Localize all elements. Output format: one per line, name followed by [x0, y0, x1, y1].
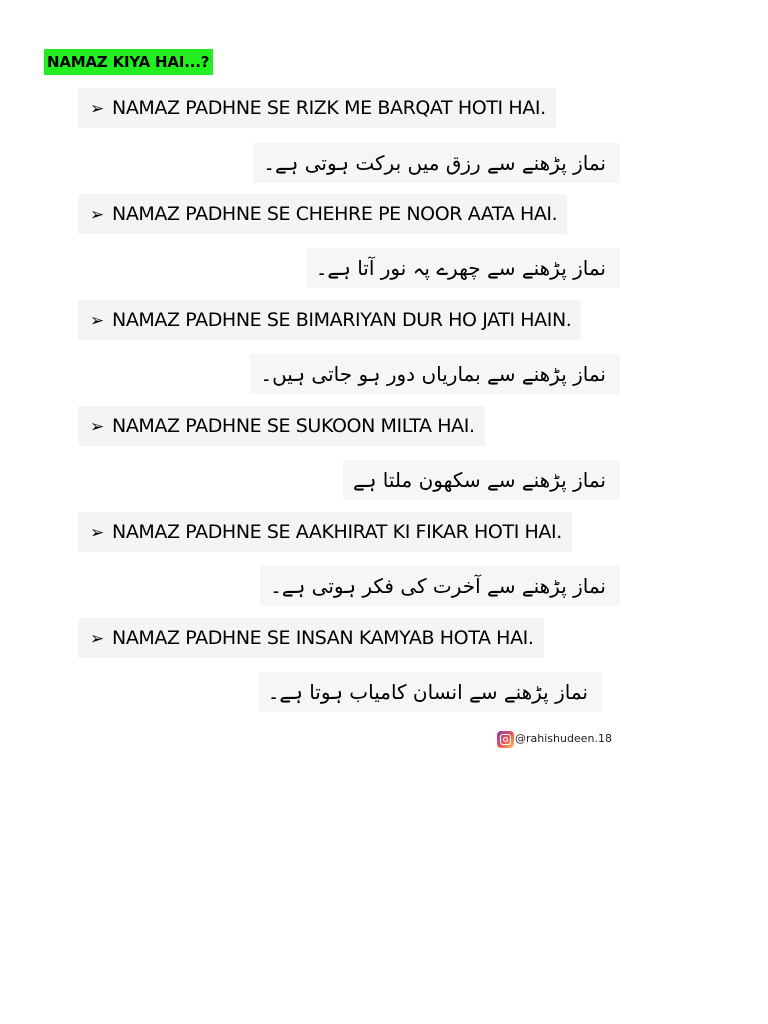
instagram-credit[interactable] — [497, 728, 612, 750]
point-english-text: NAMAZ PADHNE SE SUKOON MILTA HAI. — [112, 415, 475, 437]
instagram-handle: @rahishudeen.18 — [515, 732, 612, 745]
point-english-text: NAMAZ PADHNE SE RIZK ME BARQAT HOTI HAI. — [112, 97, 546, 119]
point-english-1 — [78, 88, 556, 128]
instagram-icon — [497, 731, 514, 748]
point-english-text: NAMAZ PADHNE SE INSAN KAMYAB HOTA HAI. — [112, 627, 534, 649]
arrow-bullet-icon: ➢ — [90, 629, 104, 649]
point-urdu-6: نماز پڑھنے سے انسان کامیاب ہوتا ہے۔ — [258, 672, 602, 712]
point-urdu-1: نماز پڑھنے سے رزق میں برکت ہوتی ہے۔ — [253, 143, 620, 183]
arrow-bullet-icon: ➢ — [90, 523, 104, 543]
point-english-5 — [78, 512, 572, 552]
point-urdu-3: نماز پڑھنے سے بماریاں دور ہو جاتی ہیں۔ — [250, 354, 620, 394]
arrow-bullet-icon: ➢ — [90, 417, 104, 437]
point-english-6 — [78, 618, 544, 658]
arrow-bullet-icon: ➢ — [90, 99, 104, 119]
point-urdu-2: نماز پڑھنے سے چھرے پہ نور آتا ہے۔ — [306, 248, 620, 288]
point-english-4 — [78, 406, 485, 446]
point-english-3 — [78, 300, 581, 340]
point-urdu-4: نماز پڑھنے سے سکھون ملتا ہے — [343, 460, 620, 500]
point-english-text: NAMAZ PADHNE SE AAKHIRAT KI FIKAR HOTI HAI. — [112, 521, 562, 543]
point-urdu-5: نماز پڑھنے سے آخرت کی فکر ہوتی ہے۔ — [260, 566, 620, 606]
point-english-2 — [78, 194, 567, 234]
point-english-text: NAMAZ PADHNE SE CHEHRE PE NOOR AATA HAI. — [112, 203, 558, 225]
page-title: NAMAZ KIYA HAI...? — [44, 49, 213, 75]
point-english-text: NAMAZ PADHNE SE BIMARIYAN DUR HO JATI HAIN. — [112, 309, 572, 331]
arrow-bullet-icon: ➢ — [90, 205, 104, 225]
arrow-bullet-icon: ➢ — [90, 311, 104, 331]
